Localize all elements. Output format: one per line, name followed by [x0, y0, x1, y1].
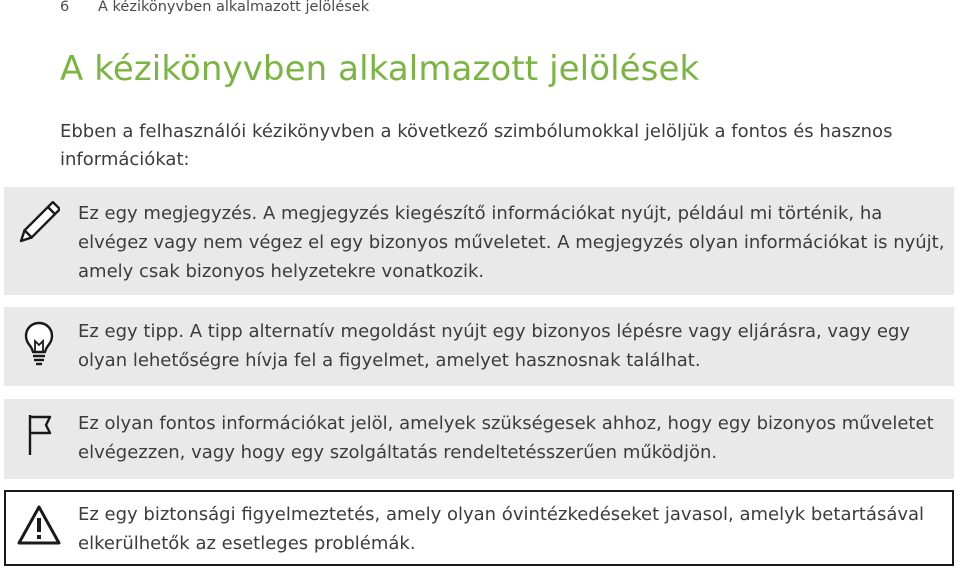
- warning-box: [4, 490, 954, 566]
- note-box: [4, 187, 954, 295]
- intro-paragraph: Ebben a felhasználói kézikönyvben a következő szimbólumokkal jelöljük a fontos és hasznos információkat:: [60, 121, 893, 170]
- note-text: Ez egy megjegyzés. A megjegyzés kiegészítő információkat nyújt, például mi történik, ha elvégez vagy nem végez el egy bizonyos műveletet. A megjegyzés olyan információkat is nyújt, amely csak bizonyos helyzetekre vonatkozik.: [78, 203, 945, 282]
- running-header: [60, 0, 369, 16]
- pencil-icon: [16, 201, 60, 247]
- important-text: Ez olyan fontos információkat jelöl, amelyek szükségesek ahhoz, hogy egy bizonyos műveletet elvégezzen, vagy hogy egy szolgáltatás rendeltetésszerűen működjön.: [78, 413, 934, 463]
- page-number: 6: [60, 0, 70, 15]
- lightbulb-icon: [24, 321, 54, 367]
- warning-text: Ez egy biztonsági figyelmeztetés, amely olyan óvintézkedéseket javasol, amelyk betartásával elkerülhetők az esetleges problémák.: [78, 504, 925, 554]
- warning-triangle-icon: [16, 504, 62, 546]
- flag-icon: [26, 413, 56, 457]
- tip-text: Ez egy tipp. A tipp alternatív megoldást nyújt egy bizonyos lépésre vagy eljárásra, vagy egy olyan lehetőségre hívja fel a figyelmet, amelyet hasznosnak találhat.: [78, 321, 911, 371]
- running-title: A kézikönyvben alkalmazott jelölések: [98, 0, 370, 15]
- page-title: A kézikönyvben alkalmazott jelölések: [60, 49, 700, 89]
- tip-box: [4, 307, 954, 386]
- important-box: [4, 399, 954, 479]
